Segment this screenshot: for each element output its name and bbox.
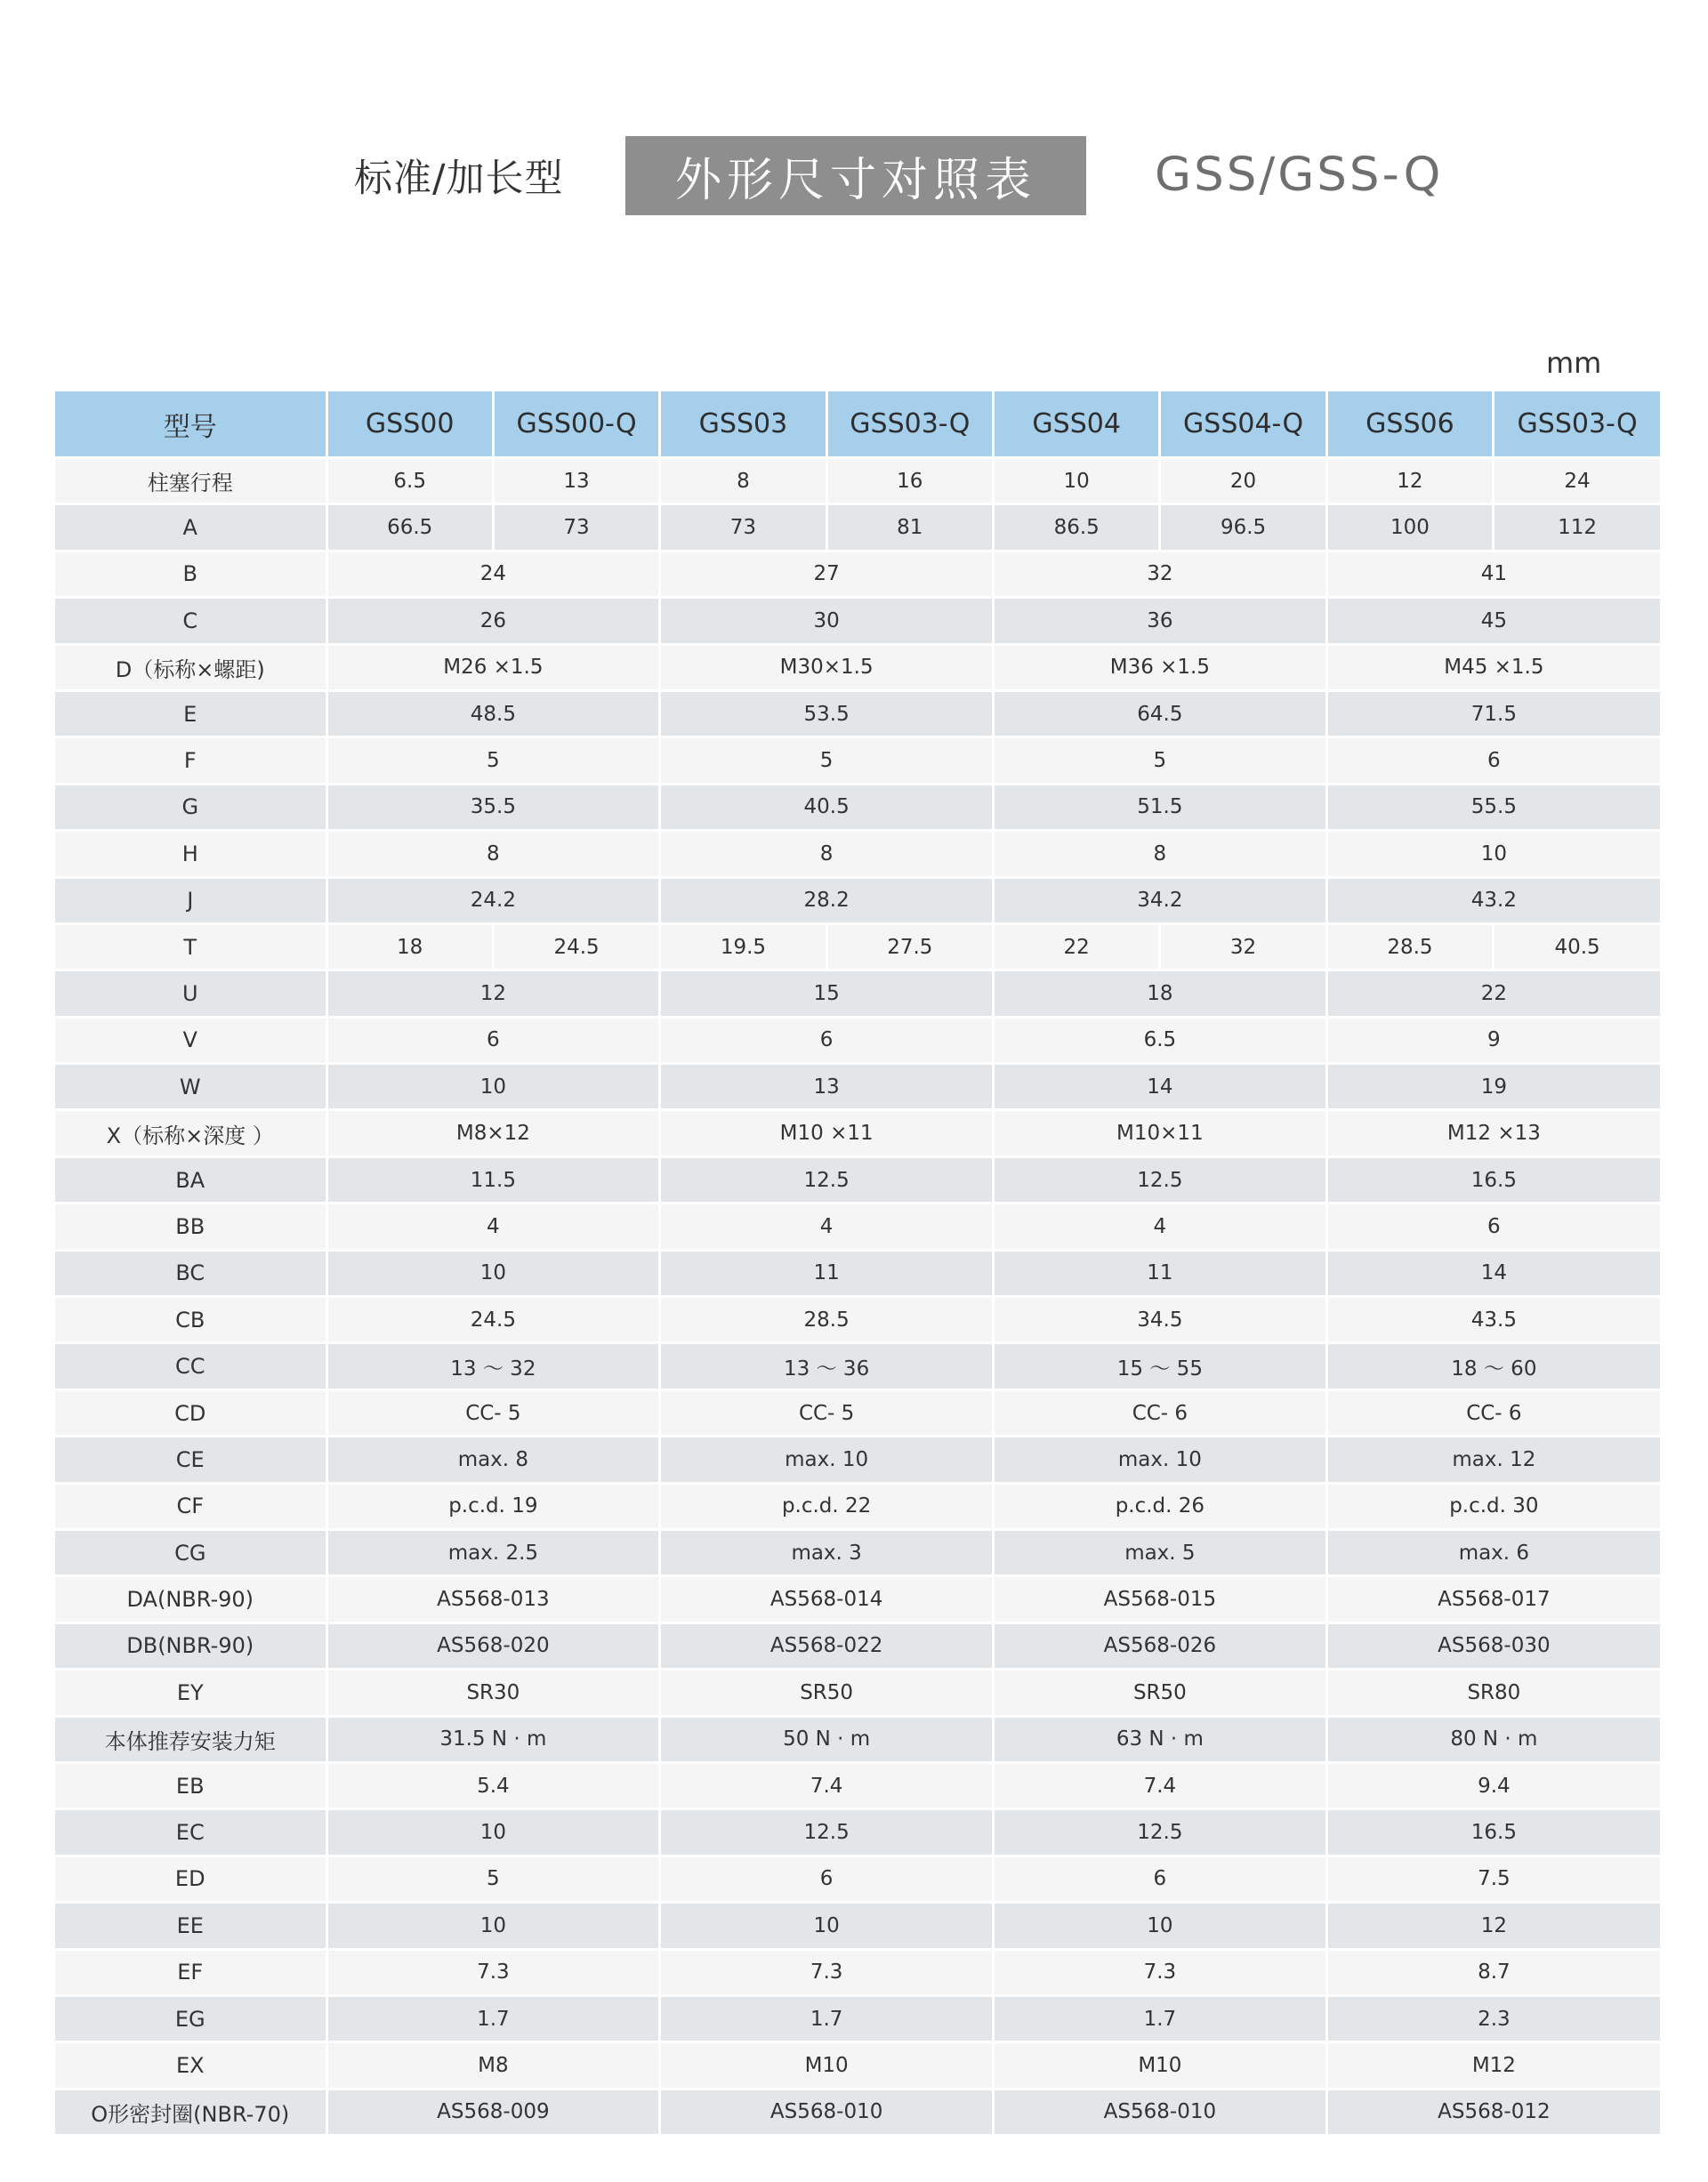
row-label: W — [55, 1064, 326, 1110]
table-cell: 43.2 — [1326, 877, 1660, 923]
row-label: DB(NBR-90) — [55, 1622, 326, 1669]
table-cell: 8 — [660, 831, 994, 877]
row-label: EE — [55, 1903, 326, 1949]
table-cell: 13 — [660, 1064, 994, 1110]
table-cell: 50 N · m — [660, 1716, 994, 1762]
table-cell: 51.5 — [994, 784, 1327, 830]
table-cell: 6.5 — [326, 458, 493, 504]
table-cell: 8 — [326, 831, 660, 877]
table-cell: 9 — [1326, 1017, 1660, 1063]
table-cell: 28.2 — [660, 877, 994, 923]
table-cell: M10×11 — [994, 1110, 1327, 1156]
row-label: ED — [55, 1856, 326, 1902]
table-cell: p.c.d. 30 — [1326, 1483, 1660, 1529]
table-cell: 53.5 — [660, 690, 994, 737]
table-cell: max. 6 — [1326, 1529, 1660, 1575]
table-cell: 6 — [994, 1856, 1327, 1902]
table-cell: 12.5 — [660, 1156, 994, 1203]
table-cell: M12 — [1326, 2042, 1660, 2089]
table-row — [55, 1297, 1660, 1343]
row-label: EC — [55, 1809, 326, 1856]
table-cell: 24 — [326, 551, 660, 597]
table-row — [55, 1995, 1660, 2041]
table-cell: max. 8 — [326, 1437, 660, 1483]
header-model: GSS04-Q — [1160, 391, 1326, 458]
page-title: 外形尺寸对照表 — [625, 136, 1086, 215]
table-cell: CC- 5 — [326, 1389, 660, 1436]
table-cell: M36 ×1.5 — [994, 644, 1327, 690]
table-cell: 12 — [1326, 458, 1493, 504]
table-row — [55, 1576, 1660, 1622]
table-cell: 6 — [660, 1017, 994, 1063]
table-row — [55, 1204, 1660, 1250]
table-cell: 22 — [1326, 970, 1660, 1017]
table-cell: AS568-010 — [994, 2089, 1327, 2134]
row-label: CF — [55, 1483, 326, 1529]
table-cell: max. 2.5 — [326, 1529, 660, 1575]
table-row — [55, 2089, 1660, 2134]
table-cell: 35.5 — [326, 784, 660, 830]
table-row — [55, 1250, 1660, 1296]
row-label: A — [55, 504, 326, 551]
table-row — [55, 1156, 1660, 1203]
table-cell: 10 — [326, 1250, 660, 1296]
table-cell: 10 — [326, 1903, 660, 1949]
table-cell: 7.4 — [660, 1762, 994, 1808]
table-cell: 19.5 — [660, 923, 826, 970]
row-label: CD — [55, 1389, 326, 1436]
table-cell: 34.2 — [994, 877, 1327, 923]
table-cell: 26 — [326, 598, 660, 644]
table-cell: SR50 — [660, 1670, 994, 1716]
table-cell: 81 — [826, 504, 993, 551]
row-label: E — [55, 690, 326, 737]
table-cell: 63 N · m — [994, 1716, 1327, 1762]
dimension-table — [55, 391, 1660, 2134]
table-cell: M8 — [326, 2042, 660, 2089]
table-cell: p.c.d. 26 — [994, 1483, 1327, 1529]
table-cell: 6 — [660, 1856, 994, 1902]
table-row — [55, 1017, 1660, 1063]
row-label: CE — [55, 1437, 326, 1483]
table-cell: 14 — [994, 1064, 1327, 1110]
table-cell: 71.5 — [1326, 690, 1660, 737]
unit-label: mm — [1546, 346, 1602, 380]
table-row — [55, 1856, 1660, 1902]
table-cell: 30 — [660, 598, 994, 644]
table-cell: AS568-026 — [994, 1622, 1327, 1669]
row-label: CC — [55, 1343, 326, 1389]
table-row — [55, 1716, 1660, 1762]
table-cell: 55.5 — [1326, 784, 1660, 830]
row-label: BC — [55, 1250, 326, 1296]
table-cell: 31.5 N · m — [326, 1716, 660, 1762]
table-row — [55, 2042, 1660, 2089]
table-cell: max. 3 — [660, 1529, 994, 1575]
table-cell: 12 — [326, 970, 660, 1017]
table-row — [55, 690, 1660, 737]
table-cell: 1.7 — [326, 1995, 660, 2041]
table-cell: 32 — [1160, 923, 1326, 970]
row-label: J — [55, 877, 326, 923]
table-cell: 13 — [493, 458, 659, 504]
table-cell: AS568-017 — [1326, 1576, 1660, 1622]
table-cell: AS568-015 — [994, 1576, 1327, 1622]
table-header-row — [55, 391, 1660, 458]
table-row — [55, 1622, 1660, 1669]
table-cell: 48.5 — [326, 690, 660, 737]
table-cell: 24.2 — [326, 877, 660, 923]
table-cell: AS568-014 — [660, 1576, 994, 1622]
row-label: O形密封圈(NBR-70) — [55, 2089, 326, 2134]
table-cell: M10 ×11 — [660, 1110, 994, 1156]
table-cell: 13 ～ 36 — [660, 1343, 994, 1389]
table-cell: 15 ～ 55 — [994, 1343, 1327, 1389]
table-cell: 32 — [994, 551, 1327, 597]
table-cell: 19 — [1326, 1064, 1660, 1110]
table-cell: max. 10 — [994, 1437, 1327, 1483]
table-cell: 40.5 — [660, 784, 994, 830]
row-label: CG — [55, 1529, 326, 1575]
table-cell: CC- 6 — [1326, 1389, 1660, 1436]
header-model: GSS03-Q — [1494, 391, 1660, 458]
table-cell: max. 5 — [994, 1529, 1327, 1575]
header-model: GSS00-Q — [493, 391, 659, 458]
table-cell: 5 — [326, 737, 660, 784]
table-cell: SR80 — [1326, 1670, 1660, 1716]
row-label: H — [55, 831, 326, 877]
table-cell: AS568-022 — [660, 1622, 994, 1669]
table-cell: 5 — [660, 737, 994, 784]
table-cell: max. 12 — [1326, 1437, 1660, 1483]
table-cell: M10 — [660, 2042, 994, 2089]
table-cell: 6 — [1326, 737, 1660, 784]
header-model: GSS00 — [326, 391, 493, 458]
row-label: U — [55, 970, 326, 1017]
table-row — [55, 1670, 1660, 1716]
table-cell: 4 — [326, 1204, 660, 1250]
table-row — [55, 1389, 1660, 1436]
table-cell: 5.4 — [326, 1762, 660, 1808]
table-cell: 73 — [660, 504, 826, 551]
table-cell: 11.5 — [326, 1156, 660, 1203]
table-cell: 7.5 — [1326, 1856, 1660, 1902]
table-cell: AS568-013 — [326, 1576, 660, 1622]
table-cell: SR30 — [326, 1670, 660, 1716]
table-cell: 24 — [1494, 458, 1660, 504]
table-row — [55, 1437, 1660, 1483]
table-cell: 6 — [1326, 1204, 1660, 1250]
table-cell: 13 ～ 32 — [326, 1343, 660, 1389]
table-cell: 27 — [660, 551, 994, 597]
table-cell: 16.5 — [1326, 1809, 1660, 1856]
table-row — [55, 598, 1660, 644]
table-cell: 7.3 — [660, 1949, 994, 1995]
table-cell: 5 — [326, 1856, 660, 1902]
table-row — [55, 1529, 1660, 1575]
row-label: X（标称×深度 ） — [55, 1110, 326, 1156]
table-cell: 7.3 — [994, 1949, 1327, 1995]
table-cell: 10 — [326, 1809, 660, 1856]
table-row — [55, 1064, 1660, 1110]
table-cell: 4 — [660, 1204, 994, 1250]
table-cell: 18 — [994, 970, 1327, 1017]
table-cell: 73 — [493, 504, 659, 551]
table-cell: 10 — [326, 1064, 660, 1110]
row-label: EG — [55, 1995, 326, 2041]
table-cell: 64.5 — [994, 690, 1327, 737]
table-cell: M12 ×13 — [1326, 1110, 1660, 1156]
table-cell: 6.5 — [994, 1017, 1327, 1063]
table-cell: AS568-020 — [326, 1622, 660, 1669]
row-label: EB — [55, 1762, 326, 1808]
table-cell: 1.7 — [994, 1995, 1327, 2041]
table-cell: 8 — [660, 458, 826, 504]
table-cell: 8.7 — [1326, 1949, 1660, 1995]
table-cell: 12 — [1326, 1903, 1660, 1949]
table-cell: 10 — [994, 458, 1160, 504]
table-cell: SR50 — [994, 1670, 1327, 1716]
table-cell: 10 — [994, 1903, 1327, 1949]
table-cell: 80 N · m — [1326, 1716, 1660, 1762]
table-row — [55, 1343, 1660, 1389]
row-label: F — [55, 737, 326, 784]
table-row — [55, 1903, 1660, 1949]
table-cell: p.c.d. 22 — [660, 1483, 994, 1529]
row-label: EX — [55, 2042, 326, 2089]
table-cell: 28.5 — [1326, 923, 1493, 970]
table-cell: 12.5 — [994, 1809, 1327, 1856]
table-cell: 36 — [994, 598, 1327, 644]
table-cell: 34.5 — [994, 1297, 1327, 1343]
table-row — [55, 1762, 1660, 1808]
table-cell: 6 — [326, 1017, 660, 1063]
row-label: B — [55, 551, 326, 597]
table-cell: CC- 6 — [994, 1389, 1327, 1436]
table-cell: 24.5 — [326, 1297, 660, 1343]
title-series: GSS/GSS-Q — [1155, 148, 1444, 202]
header-model: GSS06 — [1326, 391, 1493, 458]
table-cell: M10 — [994, 2042, 1327, 2089]
table-row — [55, 1949, 1660, 1995]
row-label: DA(NBR-90) — [55, 1576, 326, 1622]
table-row — [55, 831, 1660, 877]
table-cell: 14 — [1326, 1250, 1660, 1296]
table-row — [55, 1110, 1660, 1156]
table-cell: 18 — [326, 923, 493, 970]
table-cell: 15 — [660, 970, 994, 1017]
table-cell: 24.5 — [493, 923, 659, 970]
table-cell: 1.7 — [660, 1995, 994, 2041]
table-cell: 10 — [660, 1903, 994, 1949]
table-cell: 4 — [994, 1204, 1327, 1250]
table-cell: AS568-010 — [660, 2089, 994, 2134]
table-cell: AS568-009 — [326, 2089, 660, 2134]
table-row — [55, 737, 1660, 784]
table-body — [55, 458, 1660, 2135]
table-cell: 8 — [994, 831, 1327, 877]
table-cell: 45 — [1326, 598, 1660, 644]
table-row — [55, 784, 1660, 830]
table-cell: 16.5 — [1326, 1156, 1660, 1203]
table-row — [55, 644, 1660, 690]
header-model: GSS04 — [994, 391, 1160, 458]
row-label: D（标称×螺距) — [55, 644, 326, 690]
table-row — [55, 504, 1660, 551]
title-prefix: 标准/加长型 — [354, 157, 564, 201]
table-cell: 9.4 — [1326, 1762, 1660, 1808]
table-cell: M30×1.5 — [660, 644, 994, 690]
table-cell: max. 10 — [660, 1437, 994, 1483]
table-cell: 7.3 — [326, 1949, 660, 1995]
table-cell: 40.5 — [1494, 923, 1660, 970]
row-label: V — [55, 1017, 326, 1063]
table-cell: 10 — [1326, 831, 1660, 877]
table-cell: AS568-030 — [1326, 1622, 1660, 1669]
table-cell: 41 — [1326, 551, 1660, 597]
row-label: T — [55, 923, 326, 970]
row-label: G — [55, 784, 326, 830]
table-cell: CC- 5 — [660, 1389, 994, 1436]
header-model: GSS03 — [660, 391, 826, 458]
table-cell: 28.5 — [660, 1297, 994, 1343]
table-cell: 86.5 — [994, 504, 1160, 551]
table-cell: 12.5 — [660, 1809, 994, 1856]
table-row — [55, 877, 1660, 923]
table-cell: 11 — [660, 1250, 994, 1296]
table-cell: AS568-012 — [1326, 2089, 1660, 2134]
row-label: C — [55, 598, 326, 644]
table-cell: p.c.d. 19 — [326, 1483, 660, 1529]
table-cell: 20 — [1160, 458, 1326, 504]
header-model-label: 型号 — [55, 391, 326, 458]
table-row — [55, 1809, 1660, 1856]
row-label: BA — [55, 1156, 326, 1203]
table-row — [55, 923, 1660, 970]
table-cell: M8×12 — [326, 1110, 660, 1156]
header-model: GSS03-Q — [826, 391, 993, 458]
table-cell: 22 — [994, 923, 1160, 970]
table-cell: 66.5 — [326, 504, 493, 551]
table-cell: 100 — [1326, 504, 1493, 551]
table-cell: M45 ×1.5 — [1326, 644, 1660, 690]
table-cell: 16 — [826, 458, 993, 504]
table-cell: 12.5 — [994, 1156, 1327, 1203]
table-row — [55, 970, 1660, 1017]
table-cell: 112 — [1494, 504, 1660, 551]
table-cell: 7.4 — [994, 1762, 1327, 1808]
table-row — [55, 551, 1660, 597]
table-cell: 18 ～ 60 — [1326, 1343, 1660, 1389]
table-row — [55, 1483, 1660, 1529]
table-cell: 11 — [994, 1250, 1327, 1296]
table-cell: 5 — [994, 737, 1327, 784]
row-label: EF — [55, 1949, 326, 1995]
table-cell: M26 ×1.5 — [326, 644, 660, 690]
table-cell: 27.5 — [826, 923, 993, 970]
row-label: 柱塞行程 — [55, 458, 326, 504]
table-cell: 96.5 — [1160, 504, 1326, 551]
row-label: 本体推荐安装力矩 — [55, 1716, 326, 1762]
row-label: BB — [55, 1204, 326, 1250]
table-cell: 43.5 — [1326, 1297, 1660, 1343]
row-label: EY — [55, 1670, 326, 1716]
row-label: CB — [55, 1297, 326, 1343]
table-cell: 2.3 — [1326, 1995, 1660, 2041]
table-row — [55, 458, 1660, 504]
